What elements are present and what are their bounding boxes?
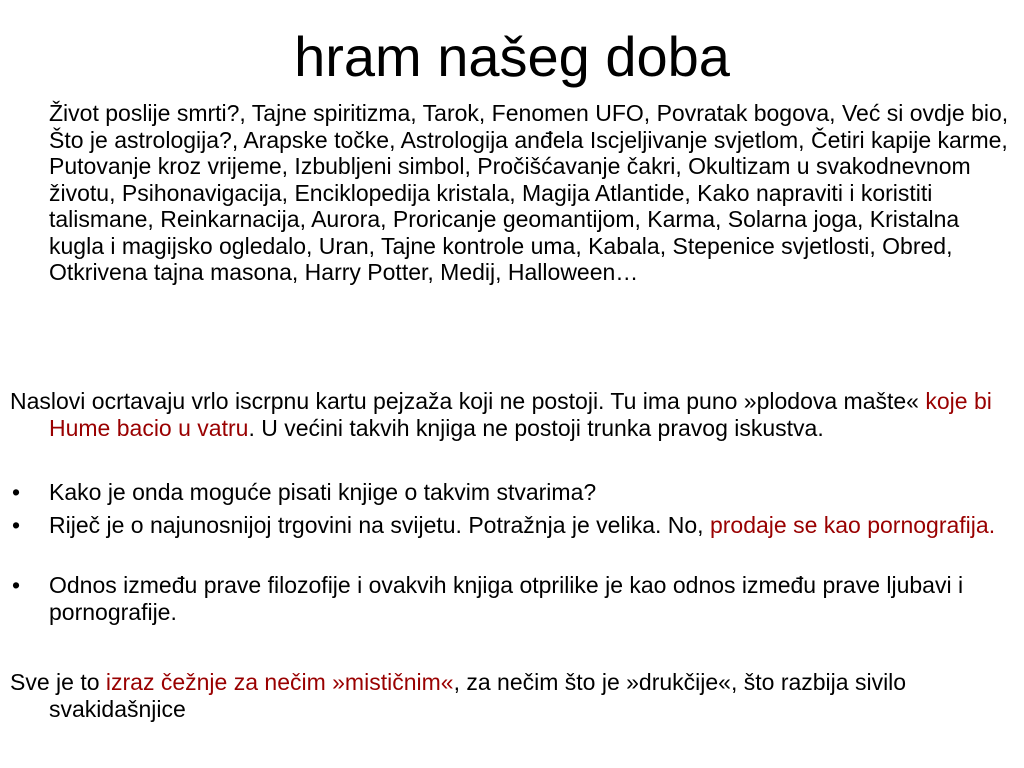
highlight-longing-mystical: izraz čežnje za nečim »mističnim« xyxy=(105,669,454,695)
paragraph-text-start: Naslovi ocrtavaju vrlo iscrpnu kartu pejzaža koji ne postoji. Tu ima puno »plodova mašte« xyxy=(10,388,926,414)
book-titles-list: Život poslije smrti?, Tajne spiritizma, Tarok, Fenomen UFO, Povratak bogova, Već si ovdje bio, Što je astrologija?, Arapske točke, Astrologija anđela Iscjeljivanje svjetlom, Četiri kapije karme, Putovanje kroz vrijeme, Izbubljeni simbol, Pročišćavanje čakri, Okultizam u svakodnevnom životu, Psihonavigacija, Enciklopedija kristala, Magija Atlantide, Kako napraviti i koristiti talismane, Reinkarnacija, Aurora, Proricanje geomantijom, Karma, Solarna joga, Kristalna kugla i magijsko ogledalo, Uran, Tajne kontrole uma, Kabala, Stepenice svjetlosti, Obred, Otkrivena tajna masona, Harry Potter, Medij, Halloween… xyxy=(49,100,1009,285)
bullet-icon: • xyxy=(12,512,21,538)
paragraph-text-start: Sve je to xyxy=(10,669,106,695)
highlight-hume-quote: koje bi Hume bacio u vatru xyxy=(49,388,992,441)
paragraph-text-end: . U većini takvih knjiga ne postoji trunka pravog iskustva. xyxy=(248,415,824,441)
bullet-text-start: Kako je onda moguće pisati knjige o takvim stvarima? xyxy=(49,479,597,505)
bullet-text-start: Odnos između prave filozofije i ovakvih knjiga otprilike je kao odnos između prave ljubavi i pornografije. xyxy=(49,572,964,625)
paragraph-text-end: , za nečim što je »drukčije«, što razbija sivilo svakidašnjice xyxy=(49,669,907,722)
bullet-item-how-write-books xyxy=(10,479,1010,506)
bullet-icon: • xyxy=(12,479,21,505)
bullet-text-start: Riječ je o najunosnijoj trgovini na svijetu. Potražnja je velika. No, xyxy=(49,512,710,538)
paragraph-longing-for-mystical xyxy=(10,669,1010,723)
paragraph-map-of-nonexistent-landscape xyxy=(10,388,1010,442)
bullet-item-lucrative-trade xyxy=(10,512,1010,539)
bullet-text xyxy=(10,512,1010,539)
paragraph-text xyxy=(10,388,1010,442)
bullet-item-philosophy-vs-books xyxy=(10,572,1010,626)
slide-title: hram našeg doba xyxy=(294,25,730,88)
bullet-text xyxy=(10,479,1010,506)
bullet-text xyxy=(10,572,1010,626)
highlight-sold-like-pornography: prodaje se kao pornografija. xyxy=(709,512,996,538)
paragraph-text xyxy=(10,669,1010,723)
bullet-icon: • xyxy=(12,572,21,598)
